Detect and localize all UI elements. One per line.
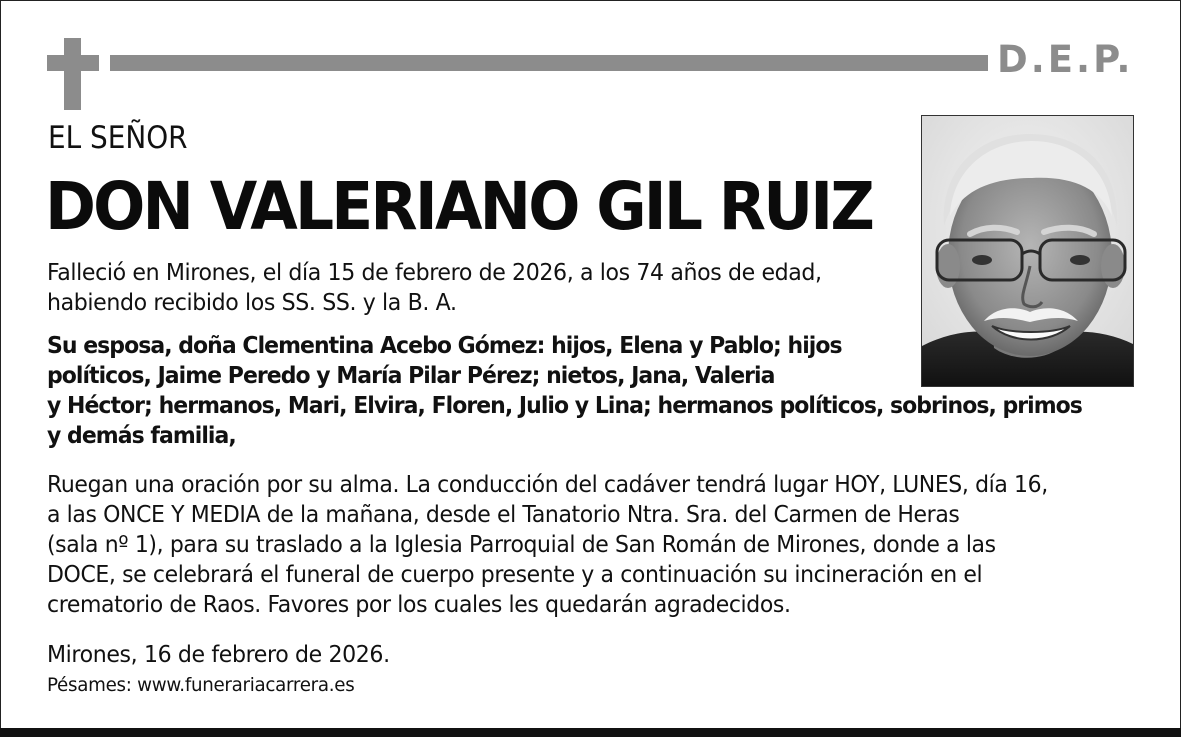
dep-label: D.E.P.: [997, 38, 1134, 81]
footer-rule: [0, 728, 1181, 737]
condolences-link[interactable]: Pésames: www.funerariacarrera.es: [47, 674, 355, 696]
place-date: Mirones, 16 de febrero de 2026.: [47, 642, 390, 668]
family-list: Su esposa, doña Clementina Acebo Gómez: hijos, Elena y Pablo; hijos políticos, Jaime Peredo y María Pilar Pérez; nietos, Jana, Valeria y Héctor; hermanos, Mari, Elvira, Floren, Julio y Lina; hermanos políticos, sobrinos, primos y demás familia,: [47, 333, 1082, 449]
cross-icon: [47, 38, 99, 110]
deceased-title: EL SEÑOR: [48, 120, 188, 156]
header-rule: [110, 55, 988, 71]
deceased-name: DON VALERIANO GIL RUIZ: [45, 168, 873, 245]
ceremony-details: Ruegan una oración por su alma. La conducción del cadáver tendrá lugar HOY, LUNES, día 16, a las ONCE Y MEDIA de la mañana, desde el Tanatorio Ntra. Sra. del Carmen de Heras (sala nº 1), para su traslado a la Iglesia Parroquial de San Román de Mirones, donde a las DOCE, se celebrará el funeral de cuerpo presente y a continuación su incineración en el crematorio de Raos. Favores por los cuales les quedarán agradecidos.: [47, 472, 1048, 618]
death-notice: Falleció en Mirones, el día 15 de febrero de 2026, a los 74 años de edad, habiendo recibido los SS. SS. y la B. A.: [47, 260, 822, 316]
